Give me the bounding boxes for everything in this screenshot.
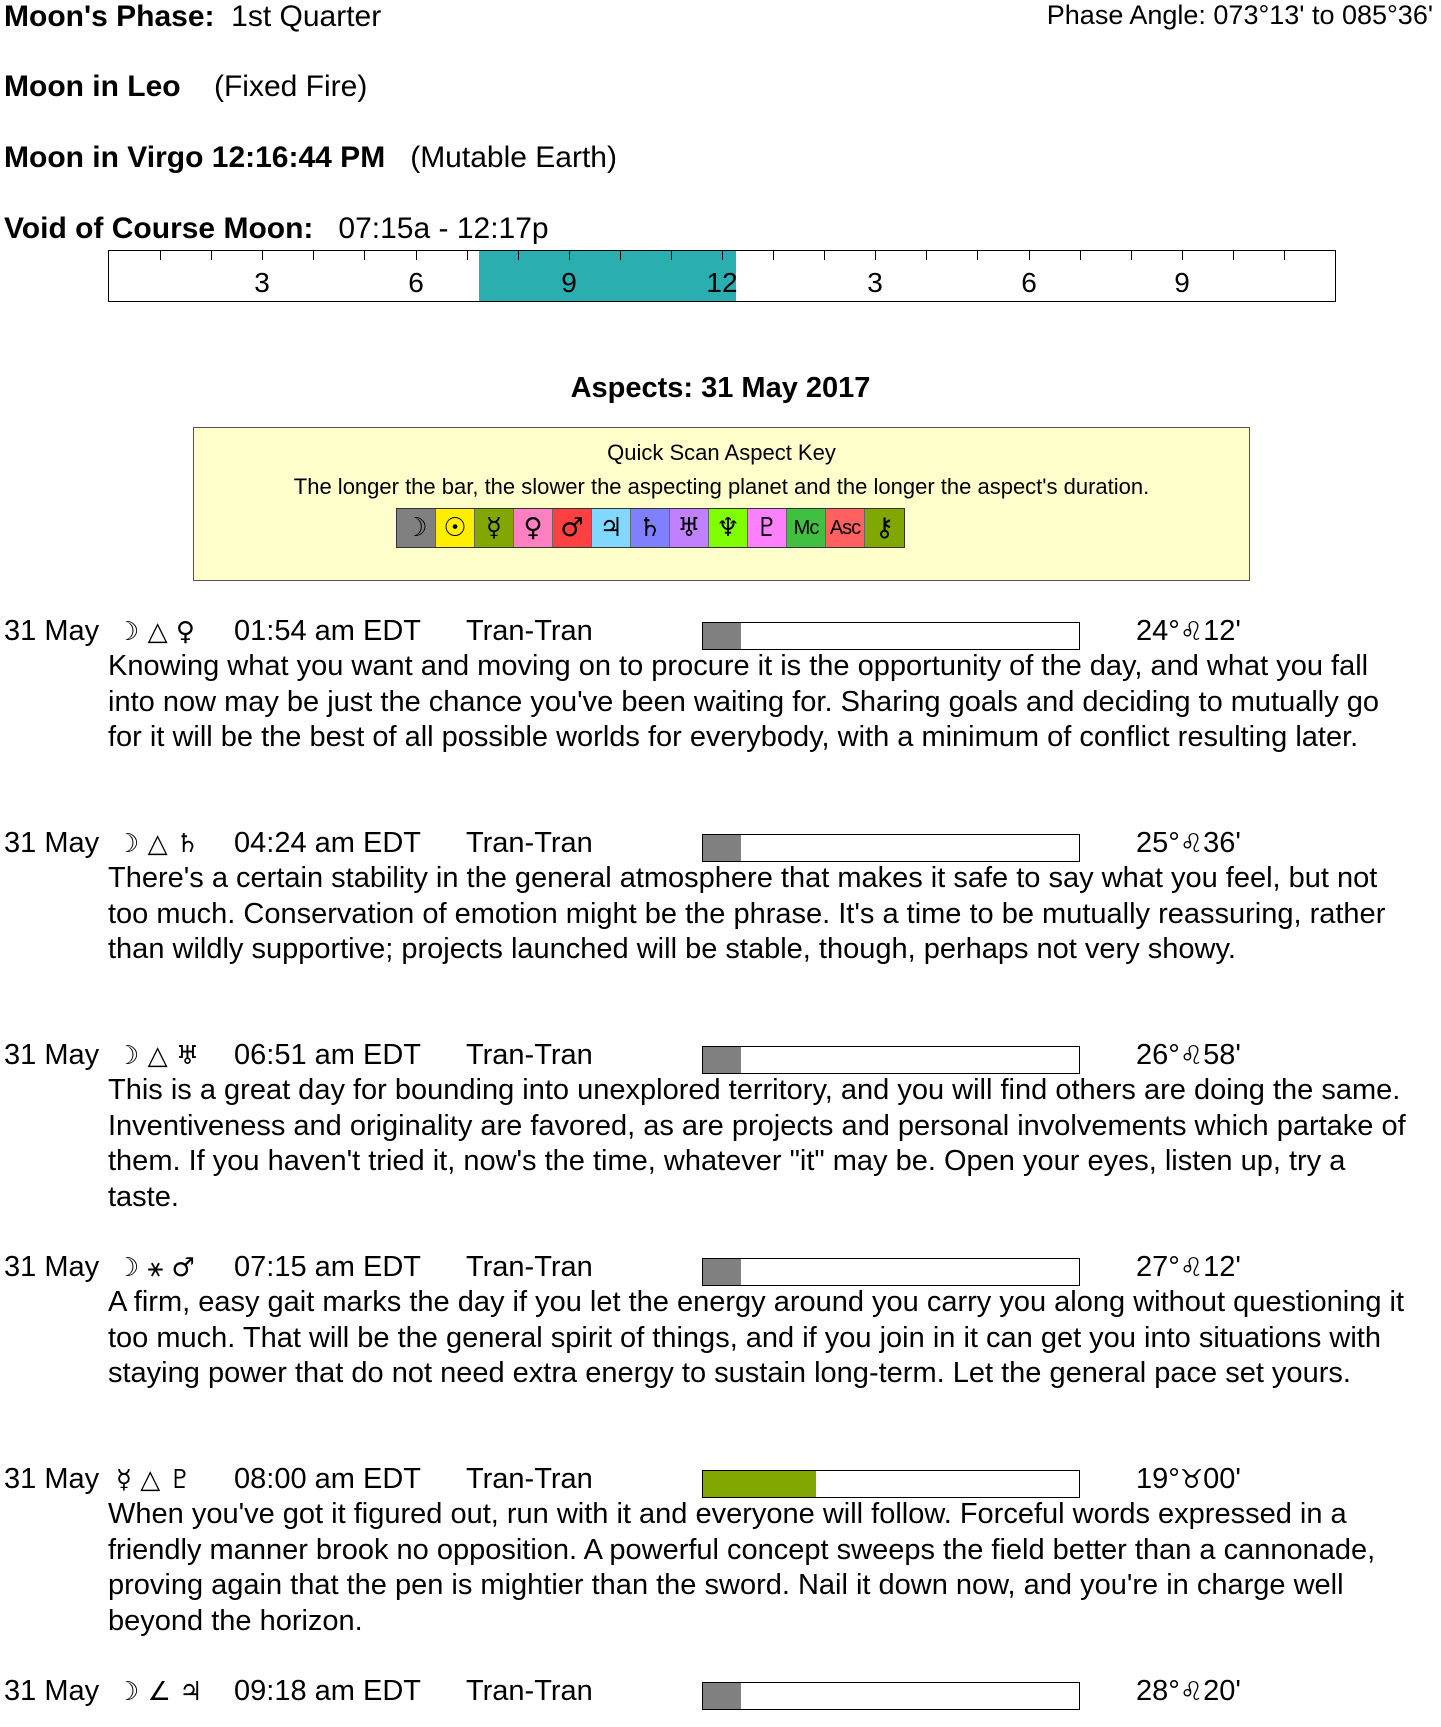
aspect-glyphs: ☽ △ ♀ <box>116 617 195 647</box>
moon-sign-label: Moon in Leo <box>4 70 181 103</box>
aspect-type: Tran-Tran <box>466 827 593 859</box>
timeline-tick <box>467 251 468 260</box>
aspect-time: 04:24 am EDT <box>234 827 421 859</box>
timeline-hour-label: 9 <box>1174 267 1190 298</box>
aspect-interpretation: A firm, easy gait marks the day if you let the energy around you carry you along without questioning it too much. That will be the general spirit of things, and if you join in it can get you into situations with staying power that do not need extra energy to sustain long-term. Let the general pace set yours. <box>108 1286 1405 1389</box>
timeline-tick <box>875 251 876 260</box>
aspect-time: 09:18 am EDT <box>234 1675 421 1707</box>
zodiac-sign-icon: ♌ <box>1179 829 1204 859</box>
aspect-type: Tran-Tran <box>466 1675 593 1707</box>
position-minutes: 12' <box>1203 1251 1241 1283</box>
key-neptune-icon: ♆ <box>709 509 748 547</box>
void-of-course-timeline <box>108 250 1336 302</box>
aspect-position <box>1136 1039 1241 1072</box>
key-mars-icon: ♂ <box>553 509 592 547</box>
voc-value: 07:15a - 12:17p <box>338 212 549 245</box>
aspect-glyphs: ☿ △ ♇ <box>116 1465 192 1495</box>
moon-ingress-label: Moon in Virgo 12:16:44 PM <box>4 141 386 174</box>
timeline-hour-label: 3 <box>867 267 883 298</box>
aspect-glyphs: ☽ ⚹ ♂ <box>116 1253 195 1283</box>
timeline-tick <box>313 251 314 260</box>
aspect-interpretation: There's a certain stability in the general atmosphere that makes it safe to say what you feel, but not too much. Conservation of emotion might be the phrase. It's a time to be mutually reassuring, rather than wildly supportive; projects launched will be stable, though, perhaps not very showy. <box>108 862 1386 965</box>
aspect-duration-fill <box>703 1047 741 1073</box>
aspect-duration-bar <box>702 1258 1080 1286</box>
aspect-duration-fill <box>703 1683 741 1709</box>
quick-scan-aspect-key <box>193 427 1250 581</box>
timeline-hour-label: 9 <box>561 267 577 298</box>
timeline-tick <box>1182 251 1183 260</box>
aspect-date: 31 May <box>4 1463 100 1495</box>
aspect-time: 06:51 am EDT <box>234 1039 421 1071</box>
aspect-type: Tran-Tran <box>466 615 593 647</box>
aspect-position <box>1136 1251 1241 1284</box>
aspect-glyphs: ☽ △ ♅ <box>116 1041 200 1071</box>
timeline-tick <box>977 251 978 260</box>
aspect-duration-bar <box>702 1046 1080 1074</box>
key-sun-icon: ☉ <box>436 509 475 547</box>
timeline-tick <box>671 251 672 260</box>
moon-sign-line <box>4 70 367 104</box>
zodiac-sign-icon: ♉ <box>1179 1465 1204 1495</box>
aspect-time: 08:00 am EDT <box>234 1463 421 1495</box>
timeline-tick <box>569 251 570 260</box>
zodiac-sign-icon: ♌ <box>1179 1677 1204 1707</box>
aspect-duration-fill <box>703 835 741 861</box>
aspect-date: 31 May <box>4 615 100 647</box>
moon-phase-line <box>4 0 381 34</box>
position-degree: 19° <box>1136 1463 1180 1495</box>
zodiac-sign-icon: ♌ <box>1179 617 1204 647</box>
key-moon-icon: ☽ <box>397 509 436 547</box>
aspect-date: 31 May <box>4 1251 100 1283</box>
aspect-position <box>1136 1463 1241 1496</box>
position-degree: 27° <box>1136 1251 1180 1283</box>
moon-ingress-quality: (Mutable Earth) <box>410 141 617 174</box>
aspect-time: 01:54 am EDT <box>234 615 421 647</box>
key-saturn-icon: ♄ <box>631 509 670 547</box>
phase-angle: Phase Angle: 073°13' to 085°36' <box>1046 0 1433 30</box>
timeline-hour-label: 6 <box>1021 267 1037 298</box>
aspect-date: 31 May <box>4 1039 100 1071</box>
aspect-duration-bar <box>702 1682 1080 1710</box>
key-title: Quick Scan Aspect Key <box>607 440 836 465</box>
aspect-duration-bar <box>702 1470 1080 1498</box>
position-minutes: 58' <box>1203 1039 1241 1071</box>
timeline-tick <box>262 251 263 260</box>
timeline-hour-label: 6 <box>408 267 424 298</box>
aspect-position <box>1136 615 1241 648</box>
position-minutes: 20' <box>1203 1675 1241 1707</box>
timeline-tick <box>416 251 417 260</box>
key-venus-icon: ♀ <box>514 509 553 547</box>
moon-ingress-line <box>4 141 617 175</box>
moon-phase-value: 1st Quarter <box>231 0 382 33</box>
timeline-tick <box>926 251 927 260</box>
key-description: The longer the bar, the slower the aspecting planet and the longer the aspect's duration. <box>293 474 1150 499</box>
aspect-interpretation: Knowing what you want and moving on to procure it is the opportunity of the day, and what you fall into now may be just the chance you've been waiting for. Sharing goals and deciding to mutually go for it will be the best of all possible worlds for everybody, with a minimum of conflict resulting later. <box>108 650 1380 753</box>
position-minutes: 12' <box>1203 615 1241 647</box>
timeline-tick <box>620 251 621 260</box>
aspect-duration-bar <box>702 834 1080 862</box>
position-degree: 24° <box>1136 615 1180 647</box>
aspect-date: 31 May <box>4 827 100 859</box>
position-degree: 25° <box>1136 827 1180 859</box>
aspect-type: Tran-Tran <box>466 1251 593 1283</box>
timeline-tick <box>1131 251 1132 260</box>
key-uranus-icon: ♅ <box>670 509 709 547</box>
aspect-glyphs: ☽ ∠ ♃ <box>116 1677 203 1707</box>
aspect-glyphs: ☽ △ ♄ <box>116 829 200 859</box>
timeline-hour-label: 3 <box>254 267 270 298</box>
aspect-position <box>1136 1675 1241 1708</box>
aspect-duration-bar <box>702 622 1080 650</box>
aspect-duration-fill <box>703 623 741 649</box>
aspect-time: 07:15 am EDT <box>234 1251 421 1283</box>
aspect-type: Tran-Tran <box>466 1463 593 1495</box>
position-minutes: 36' <box>1203 827 1241 859</box>
key-pluto-icon: ♇ <box>748 509 787 547</box>
aspect-position <box>1136 827 1241 860</box>
timeline-tick <box>824 251 825 260</box>
aspects-title: Aspects: 31 May 2017 <box>570 372 871 404</box>
key-jupiter-icon: ♃ <box>592 509 631 547</box>
moon-phase-label: Moon's Phase: <box>4 0 215 33</box>
moon-sign-quality: (Fixed Fire) <box>213 70 368 103</box>
aspect-type: Tran-Tran <box>466 1039 593 1071</box>
aspect-interpretation: When you've got it figured out, run with it and everyone will follow. Forceful words expressed in a friendly manner brook no opposition. A powerful concept sweeps the field better than a cannonade, proving again that the pen is mightier than the sword. Nail it down now, and you're in charge well beyond the horizon. <box>108 1498 1376 1637</box>
timeline-tick <box>773 251 774 260</box>
key-chiron-icon: ⚷ <box>865 509 904 547</box>
timeline-tick <box>1080 251 1081 260</box>
timeline-tick <box>1029 251 1030 260</box>
aspect-duration-fill <box>703 1471 816 1497</box>
planet-color-key <box>396 508 905 548</box>
position-minutes: 00' <box>1203 1463 1241 1495</box>
timeline-tick <box>518 251 519 260</box>
void-of-course-line <box>4 212 549 246</box>
timeline-tick <box>722 251 723 260</box>
timeline-tick <box>211 251 212 260</box>
key-ascendant-icon: Asc <box>826 509 865 547</box>
timeline-tick <box>364 251 365 260</box>
voc-label: Void of Course Moon: <box>4 212 314 245</box>
timeline-hour-label: 12 <box>706 267 738 298</box>
aspect-duration-fill <box>703 1259 741 1285</box>
timeline-tick <box>1284 251 1285 260</box>
zodiac-sign-icon: ♌ <box>1179 1253 1204 1283</box>
aspect-interpretation: This is a great day for bounding into unexplored territory, and you will find others are doing the same. Inventiveness and originality are favored, as are projects and personal involvements which partake of them. If you haven't tried it, now's the time, whatever "it" may be. Open your eyes, listen up, try a taste. <box>108 1074 1406 1213</box>
aspect-date: 31 May <box>4 1675 100 1707</box>
key-mercury-icon: ☿ <box>475 509 514 547</box>
position-degree: 26° <box>1136 1039 1180 1071</box>
position-degree: 28° <box>1136 1675 1180 1707</box>
zodiac-sign-icon: ♌ <box>1179 1041 1204 1071</box>
key-midheaven-icon: Mc <box>787 509 826 547</box>
timeline-tick <box>160 251 161 260</box>
timeline-tick <box>1233 251 1234 260</box>
